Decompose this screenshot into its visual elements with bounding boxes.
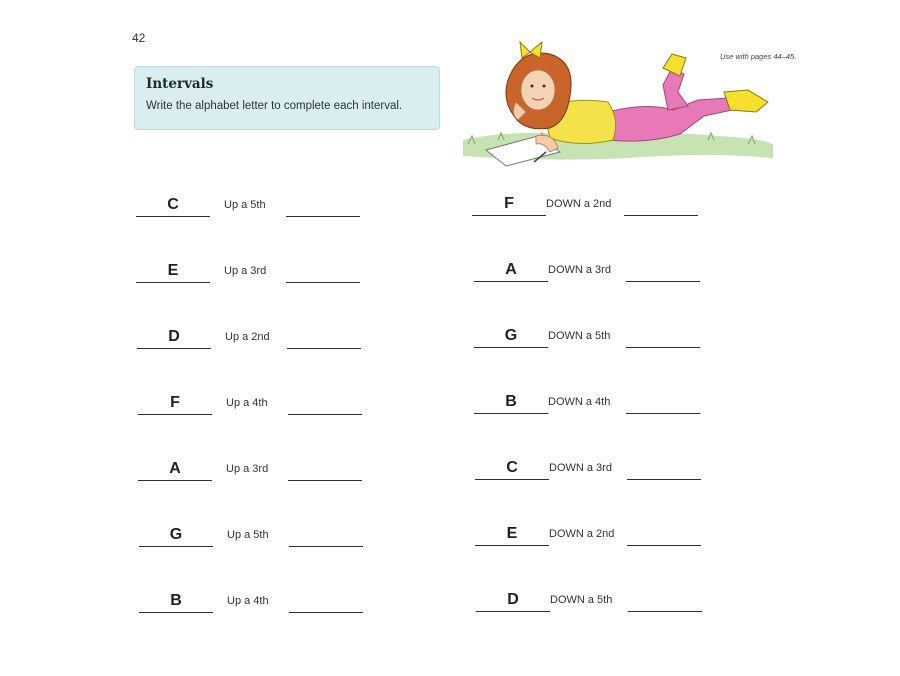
interval-label: Up a 2nd [225,331,270,343]
instruction-title: Intervals [146,76,214,92]
interval-label: DOWN a 5th [548,330,611,342]
answer-blank[interactable] [289,592,363,613]
given-letter: G [139,526,213,547]
given-letter: E [136,262,210,283]
interval-label: DOWN a 5th [550,594,613,606]
exercise-row-left-5 [138,460,368,484]
interval-label: Up a 5th [227,529,269,541]
answer-blank[interactable] [624,195,698,216]
interval-label: Up a 5th [224,199,266,211]
answer-blank[interactable] [626,327,700,348]
interval-label: DOWN a 2nd [546,198,612,210]
exercise-row-right-4 [474,393,704,417]
girl-writing-illustration [458,40,778,170]
interval-label: Up a 3rd [224,265,267,277]
interval-label: DOWN a 3rd [549,462,612,474]
eye-right [543,85,546,88]
answer-blank[interactable] [627,525,701,546]
exercise-row-right-6 [475,525,705,549]
given-letter: E [475,525,549,546]
given-letter: C [136,196,210,217]
interval-label: DOWN a 2nd [549,528,615,540]
interval-label: Up a 4th [226,397,268,409]
exercise-row-left-1 [136,196,366,220]
interval-label: Up a 3rd [226,463,269,475]
exercise-row-left-4 [138,394,368,418]
answer-blank[interactable] [288,460,362,481]
exercise-row-right-1 [472,195,702,219]
given-letter: D [137,328,211,349]
given-letter: G [474,327,548,348]
exercise-row-right-7 [476,591,706,615]
given-letter: B [474,393,548,414]
given-letter: A [138,460,212,481]
use-with-note: Use with pages 44–45. [720,52,797,61]
answer-blank[interactable] [286,262,360,283]
shoe-lower [724,90,768,112]
given-letter: C [475,459,549,480]
interval-label: Up a 4th [227,595,269,607]
answer-blank[interactable] [287,328,361,349]
answer-blank[interactable] [628,591,702,612]
exercise-row-left-2 [136,262,366,286]
exercise-row-right-3 [474,327,704,351]
given-letter: B [139,592,213,613]
answer-blank[interactable] [626,393,700,414]
exercise-row-left-7 [139,592,369,616]
interval-label: DOWN a 4th [548,396,611,408]
given-letter: F [138,394,212,415]
answer-blank[interactable] [286,196,360,217]
shoe-upper [663,54,686,76]
given-letter: D [476,591,550,612]
given-letter: A [474,261,548,282]
face-shape [521,70,555,110]
exercise-row-left-3 [137,328,367,352]
eye-left [531,85,534,88]
exercise-row-right-2 [474,261,704,285]
answer-blank[interactable] [288,394,362,415]
answer-blank[interactable] [289,526,363,547]
exercise-row-right-5 [475,459,705,483]
exercise-row-left-6 [139,526,369,550]
answer-blank[interactable] [627,459,701,480]
instruction-text: Write the alphabet letter to complete each interval. [146,100,403,112]
interval-label: DOWN a 3rd [548,264,611,276]
page-number: 42 [132,31,146,45]
answer-blank[interactable] [626,261,700,282]
instruction-box [134,66,440,130]
given-letter: F [472,195,546,216]
